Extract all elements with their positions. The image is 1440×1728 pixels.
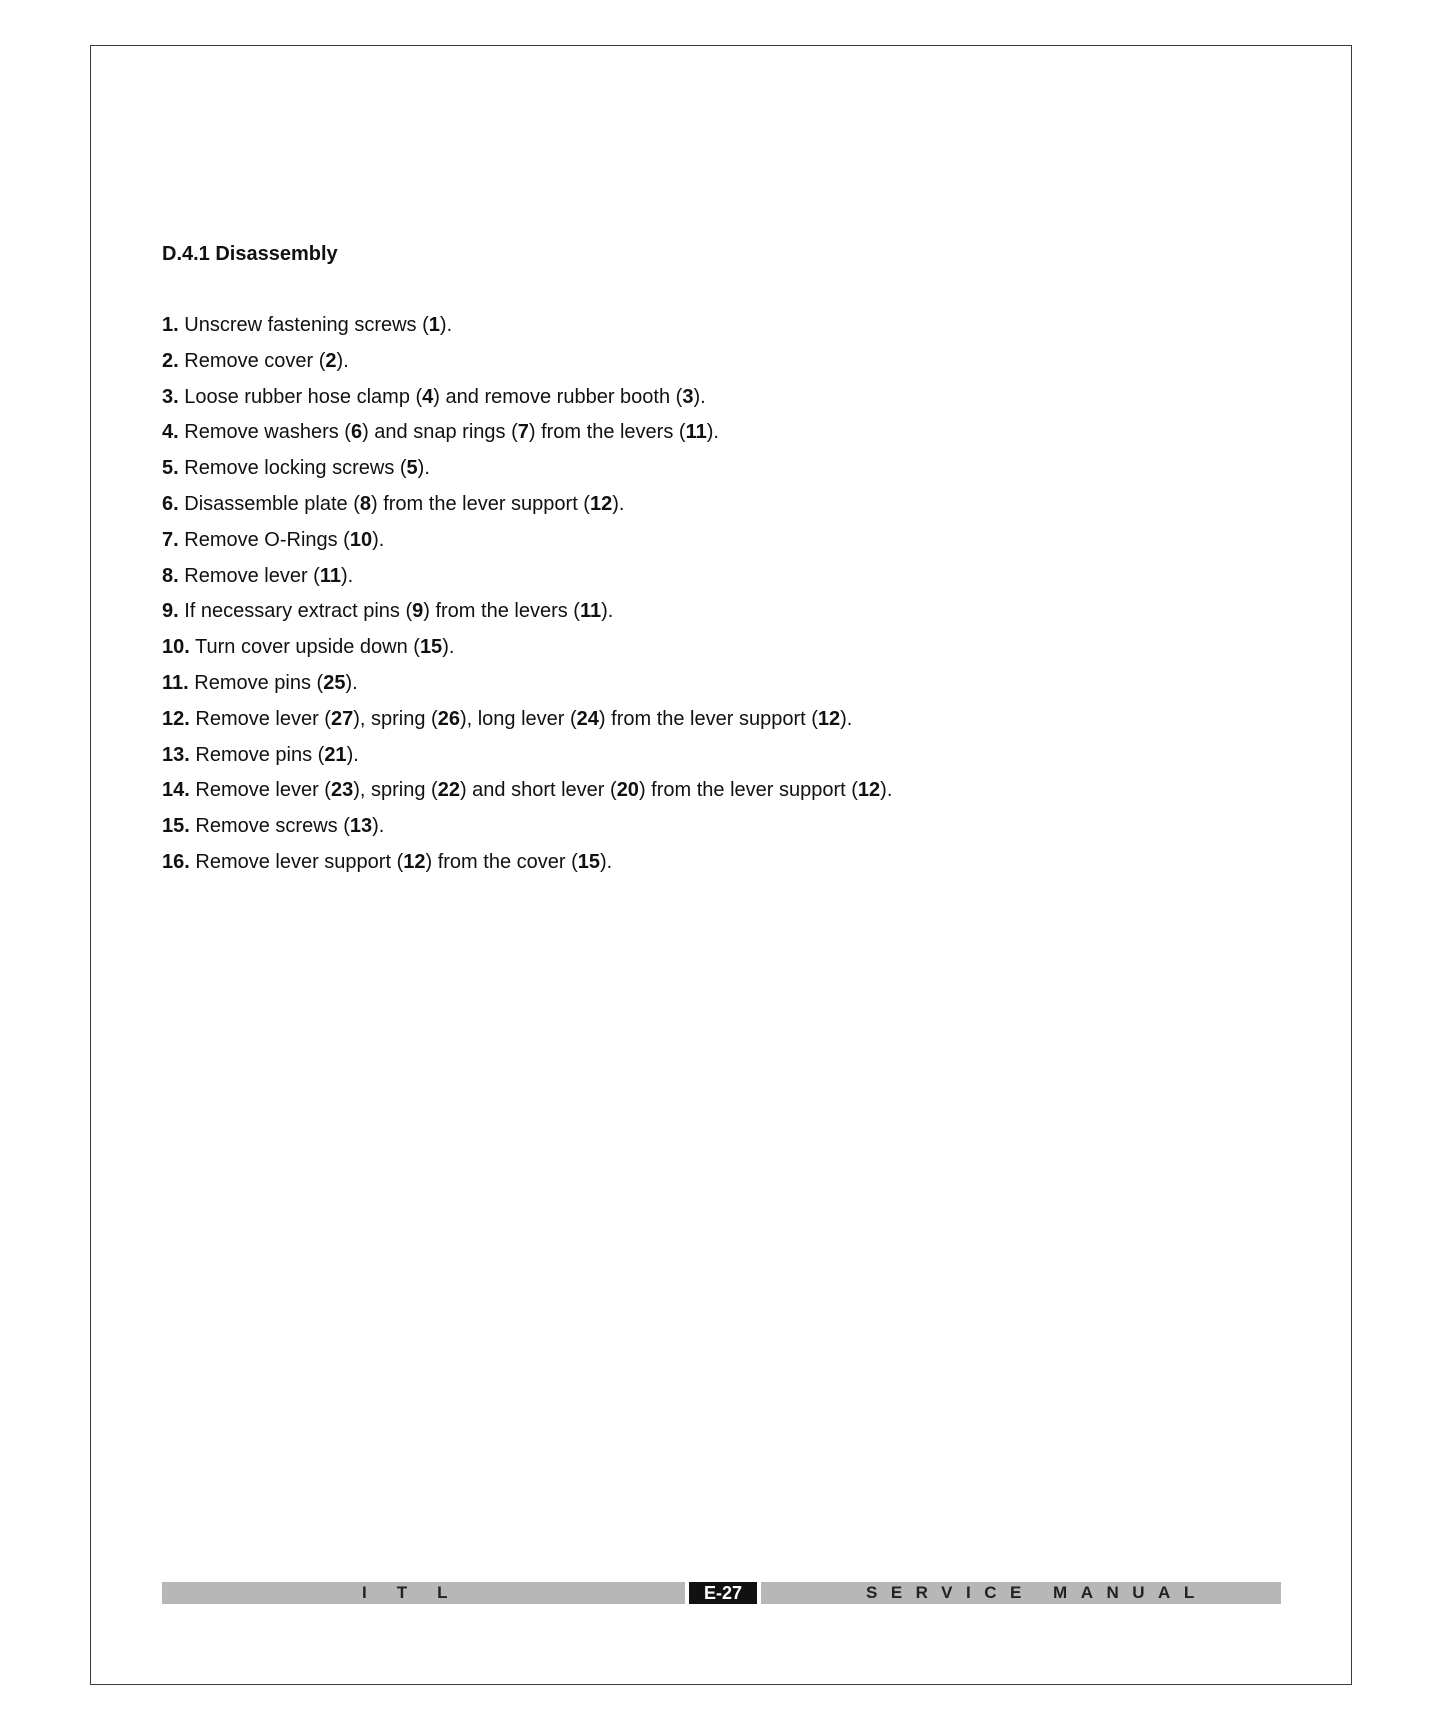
- part-reference: 12: [589, 492, 613, 515]
- step-item: [162, 814, 892, 838]
- page-footer: [162, 1582, 1281, 1604]
- step-text: ) from the lever support (: [598, 707, 818, 730]
- step-text: ).: [601, 600, 614, 623]
- step-text: ).: [346, 743, 359, 766]
- step-text: Loose rubber hose clamp (: [184, 385, 423, 408]
- part-reference: 10: [349, 528, 373, 551]
- step-text: ) and short lever (: [459, 779, 617, 802]
- part-reference: 12: [857, 779, 881, 802]
- part-reference: 15: [419, 636, 443, 659]
- step-number: 14.: [162, 779, 190, 802]
- step-text: ).: [417, 457, 430, 480]
- step-text: Turn cover upside down (: [195, 636, 420, 659]
- part-reference: 8: [359, 492, 371, 515]
- step-text: ).: [840, 707, 853, 730]
- part-reference: 11: [319, 564, 342, 587]
- step-number: 3.: [162, 385, 179, 408]
- part-reference: 23: [330, 779, 354, 802]
- step-text: ), long lever (: [459, 707, 577, 730]
- step-item: [162, 850, 892, 874]
- step-text: Remove lever (: [184, 564, 320, 587]
- page-number: E-27: [689, 1582, 757, 1604]
- part-reference: 26: [437, 707, 460, 730]
- section-title: D.4.1 Disassembly: [162, 243, 338, 265]
- step-text: ) from the cover (: [425, 850, 578, 873]
- step-text: ).: [341, 564, 354, 587]
- step-text: ), spring (: [353, 779, 438, 802]
- step-text: Remove lever (: [195, 707, 331, 730]
- step-text: ), spring (: [353, 707, 438, 730]
- step-item: [162, 707, 892, 731]
- step-number: 10.: [162, 636, 190, 659]
- step-number: 1.: [162, 314, 179, 336]
- step-number: 6.: [162, 492, 179, 515]
- step-item: [162, 599, 892, 623]
- step-text: ).: [336, 349, 349, 372]
- step-text: ) from the lever support (: [371, 492, 590, 515]
- step-text: ) from the lever support (: [638, 779, 858, 802]
- step-number: 12.: [162, 707, 190, 730]
- step-text: ) and snap rings (: [362, 421, 518, 444]
- step-text: Remove screws (: [195, 815, 350, 838]
- part-reference: 20: [616, 779, 639, 802]
- step-item: [162, 349, 892, 373]
- part-reference: 25: [323, 671, 346, 694]
- part-reference: 5: [406, 457, 418, 480]
- step-text: ) from the levers (: [423, 600, 580, 623]
- step-text: ).: [442, 636, 455, 659]
- step-text: If necessary extract pins (: [184, 600, 413, 623]
- part-reference: 27: [330, 707, 354, 730]
- step-text: ).: [612, 492, 625, 515]
- step-number: 9.: [162, 600, 179, 623]
- step-number: 11.: [162, 671, 189, 694]
- part-reference: 12: [403, 850, 426, 873]
- part-reference: 11: [579, 600, 602, 623]
- step-item: [162, 635, 892, 659]
- step-text: ).: [372, 528, 385, 551]
- step-text: ).: [706, 421, 719, 444]
- part-reference: 7: [517, 421, 529, 444]
- step-text: ).: [439, 314, 453, 336]
- step-text: ).: [345, 671, 358, 694]
- step-text: Remove pins (: [194, 671, 324, 694]
- part-reference: 15: [577, 850, 601, 873]
- part-reference: 3: [682, 385, 694, 408]
- step-text: Remove pins (: [195, 743, 325, 766]
- part-reference: 6: [350, 421, 363, 444]
- part-reference: 9: [412, 600, 424, 623]
- step-item: [162, 456, 892, 480]
- step-number: 7.: [162, 528, 179, 551]
- part-reference: 12: [817, 707, 841, 730]
- footer-left-band: [162, 1582, 685, 1604]
- step-text: ).: [693, 385, 706, 408]
- step-text: Remove lever support (: [195, 850, 404, 873]
- step-number: 5.: [162, 457, 179, 480]
- step-text: Disassemble plate (: [184, 492, 360, 515]
- part-reference: 11: [685, 421, 707, 444]
- step-number: 4.: [162, 421, 179, 444]
- part-reference: 2: [325, 349, 337, 372]
- footer-brand: ITL: [362, 1583, 478, 1602]
- part-reference: 22: [437, 779, 460, 802]
- part-reference: 24: [576, 707, 599, 730]
- step-item: [162, 564, 892, 588]
- step-item: [162, 313, 892, 337]
- step-number: 13.: [162, 743, 190, 766]
- footer-right-band: [761, 1582, 1281, 1604]
- step-text: ).: [372, 815, 385, 838]
- part-reference: 21: [324, 743, 347, 766]
- step-text: ).: [600, 850, 613, 873]
- disassembly-steps-list: [162, 313, 892, 886]
- step-item: [162, 671, 892, 695]
- step-item: [162, 778, 892, 802]
- step-text: Remove lever (: [195, 779, 331, 802]
- step-text: ) from the levers (: [528, 421, 686, 444]
- part-reference: 1: [428, 314, 440, 336]
- step-text: Remove O-Rings (: [184, 528, 350, 551]
- part-reference: 4: [422, 385, 434, 408]
- step-number: 2.: [162, 349, 179, 372]
- step-text: Remove locking screws (: [184, 457, 407, 480]
- step-item: [162, 420, 892, 444]
- step-item: [162, 528, 892, 552]
- step-text: Remove cover (: [184, 349, 326, 372]
- step-number: 15.: [162, 815, 190, 838]
- step-number: 8.: [162, 564, 179, 587]
- step-item: [162, 743, 892, 767]
- step-number: 16.: [162, 850, 190, 873]
- step-item: [162, 492, 892, 516]
- step-text: ).: [880, 779, 893, 802]
- part-reference: 13: [349, 815, 373, 838]
- step-text: Unscrew fastening screws (: [184, 314, 429, 336]
- step-text: Remove washers (: [184, 421, 351, 444]
- step-item: [162, 385, 892, 409]
- step-text: ) and remove rubber booth (: [433, 385, 683, 408]
- footer-manual-title: SERVICE MANUAL: [866, 1583, 1208, 1602]
